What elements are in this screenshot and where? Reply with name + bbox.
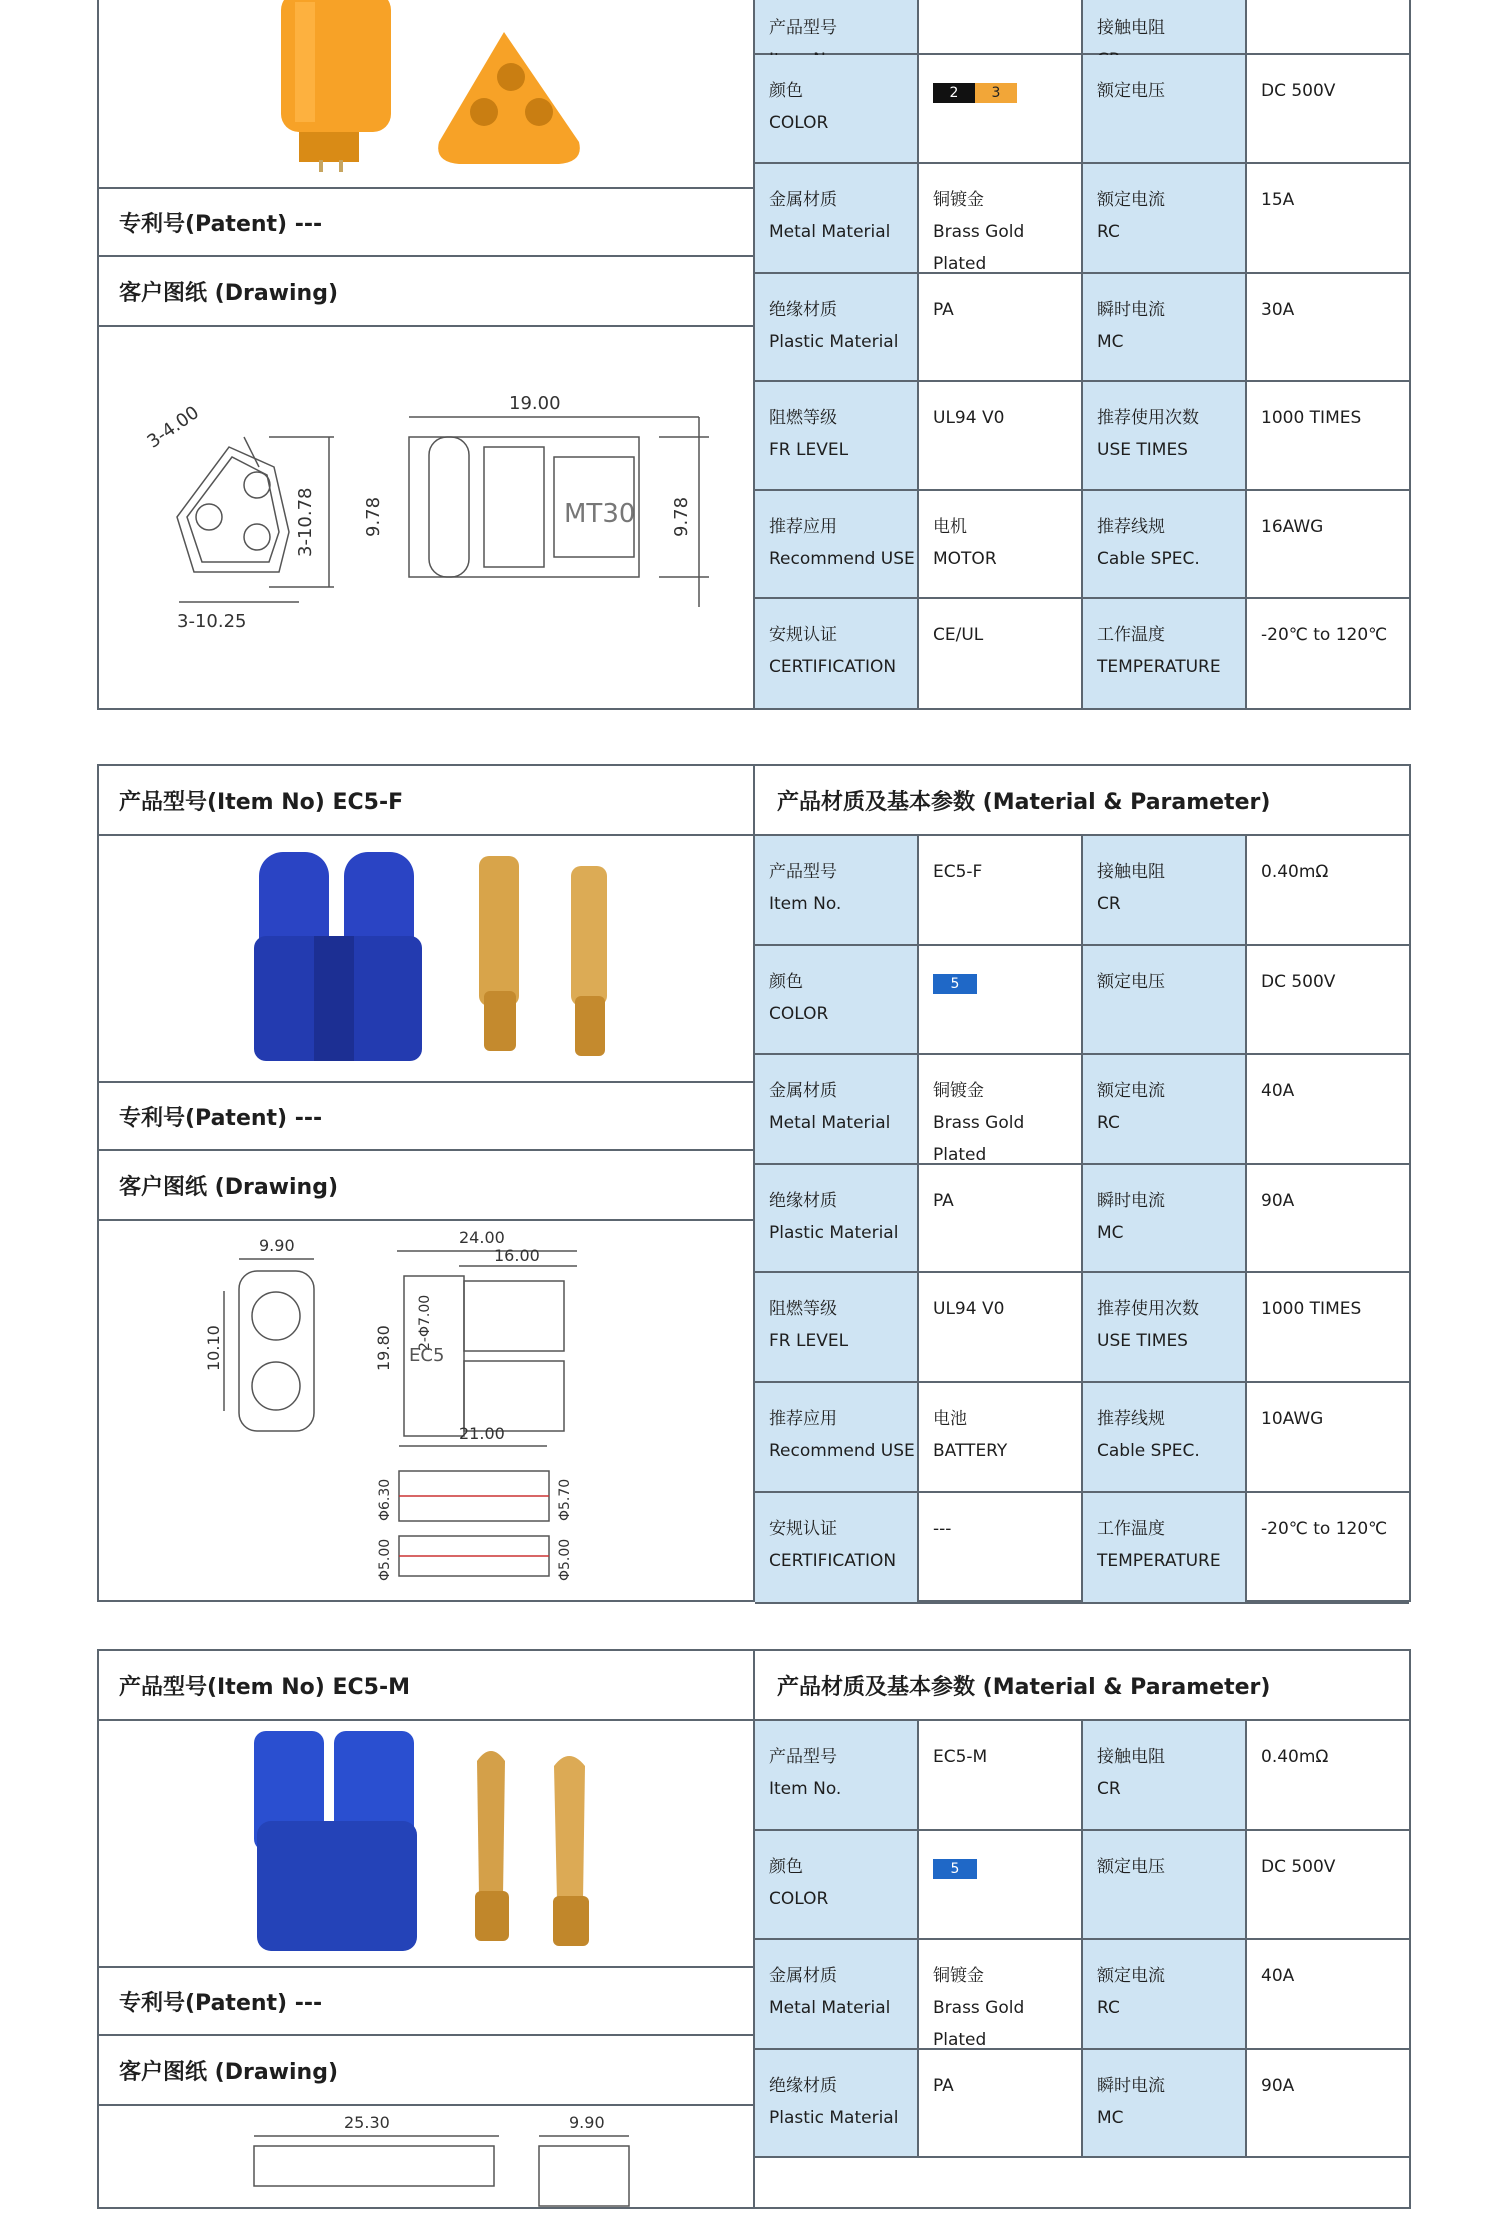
param-value-alt: MOTOR	[933, 549, 997, 569]
param-value: 铜镀金	[933, 190, 984, 210]
param-value: 铜镀金	[933, 1966, 984, 1986]
param-label-2: 工作温度 TEMPERATURE	[1083, 599, 1247, 708]
param-label: 金属材质 Metal Material	[755, 164, 919, 272]
dim-label: Φ5.00	[557, 1538, 573, 1581]
dim-label: Φ5.70	[557, 1478, 573, 1521]
param-label: 推荐应用 Recommend USE	[755, 491, 919, 597]
product-card-ec5-m	[97, 1649, 1411, 2209]
param-label: 绝缘材质 Plastic Material	[755, 274, 919, 380]
technical-drawing	[99, 2106, 753, 2211]
parameter-column	[755, 1651, 1409, 2207]
param-value-cell-2: -20℃ to 120℃	[1261, 1519, 1388, 1539]
param-row	[755, 382, 1409, 491]
param-value-cell	[919, 382, 1083, 489]
param-row	[755, 164, 1409, 274]
param-value-alt: BATTERY	[933, 1441, 1008, 1461]
product-photo	[99, 836, 753, 1081]
color-chip: 3	[975, 83, 1017, 103]
item-title: 产品型号(Item No) EC5-F	[99, 766, 753, 836]
param-row	[755, 1165, 1409, 1273]
param-label-2: 接触电阻 CR	[1083, 836, 1247, 944]
ec5-f-drawing	[99, 1221, 751, 1601]
param-value: 铜镀金	[933, 1081, 984, 1101]
param-value: PA	[933, 300, 954, 320]
dim-label: 3-4.00	[143, 402, 204, 453]
param-value-cell-2	[1247, 0, 1409, 53]
part-mark: MT30	[564, 499, 636, 529]
param-label: 阻燃等级 FR LEVEL	[755, 1273, 919, 1381]
param-label: 推荐应用 Recommend USE	[755, 1383, 919, 1491]
param-value: UL94 V0	[933, 408, 1005, 428]
patent-row: 专利号(Patent) ---	[99, 1081, 753, 1151]
param-label: 产品型号 Item No.	[755, 836, 919, 944]
param-value: PA	[933, 2076, 954, 2096]
dim-label: 9.90	[569, 2113, 605, 2132]
param-value-cell-2: 30A	[1261, 300, 1295, 320]
param-value: PA	[933, 1191, 954, 1211]
dim-label: 9.90	[259, 1236, 295, 1255]
color-chip: 2	[933, 83, 975, 103]
param-label: 颜色 COLOR	[755, 55, 919, 162]
param-value-cell-2: 40A	[1261, 1966, 1295, 1986]
param-value: ---	[933, 1519, 952, 1539]
param-value: CE/UL	[933, 625, 984, 645]
param-value-cell-2: DC 500V	[1261, 1857, 1336, 1877]
param-value: EC5-M	[933, 1747, 988, 1767]
param-row	[755, 274, 1409, 382]
param-value-cell-2: 16AWG	[1261, 517, 1324, 537]
parameter-column	[755, 0, 1409, 708]
param-row	[755, 0, 1409, 55]
dim-label: 19.00	[509, 393, 561, 414]
param-label: 颜色 COLOR	[755, 1831, 919, 1938]
param-value-alt: Brass Gold Plated	[933, 1998, 1025, 2050]
param-value-cell-2: 1000 TIMES	[1261, 408, 1362, 428]
dim-label: 9.78	[363, 496, 384, 537]
param-title: 产品材质及基本参数 (Material & Parameter)	[755, 766, 1409, 836]
param-row	[755, 946, 1409, 1055]
param-row	[755, 1273, 1409, 1383]
ec5-m-drawing	[99, 2106, 751, 2211]
param-label-2: 推荐线规 Cable SPEC.	[1083, 1383, 1247, 1491]
param-label-2: 接触电阻 CR	[1083, 1721, 1247, 1829]
param-value-cell	[919, 1055, 1083, 1163]
param-value-cell	[919, 1940, 1083, 2048]
param-label-2: 额定电压	[1083, 55, 1247, 162]
dim-label: 19.80	[374, 1325, 393, 1371]
product-card-ec5-f	[97, 764, 1411, 1602]
param-label: 绝缘材质 Plastic Material	[755, 2050, 919, 2156]
item-title: 产品型号(Item No) EC5-M	[99, 1651, 753, 1721]
param-value-cell	[919, 836, 1083, 944]
param-label-2: 额定电压	[1083, 946, 1247, 1053]
param-value-cell	[919, 0, 1083, 53]
param-value-cell	[919, 1721, 1083, 1829]
product-photo	[99, 0, 753, 187]
param-row	[755, 1493, 1409, 1604]
param-value-cell-2: 10AWG	[1261, 1409, 1324, 1429]
param-row	[755, 2050, 1409, 2158]
product-photo	[99, 1721, 753, 1966]
param-row	[755, 1831, 1409, 1940]
param-value-cell	[919, 55, 1083, 162]
param-value: EC5-F	[933, 862, 983, 882]
param-row	[755, 491, 1409, 599]
param-value-cell-2: 90A	[1261, 1191, 1295, 1211]
left-column	[99, 1651, 755, 2207]
dim-label: 24.00	[459, 1228, 505, 1247]
param-label-2: 推荐使用次数 USE TIMES	[1083, 382, 1247, 489]
param-row	[755, 599, 1409, 710]
param-value-cell	[919, 946, 1083, 1053]
color-chip: 5	[933, 974, 977, 994]
param-value-cell-2: 40A	[1261, 1081, 1295, 1101]
param-label: 安规认证 CERTIFICATION	[755, 1493, 919, 1602]
left-column	[99, 0, 755, 708]
param-value-cell	[919, 1273, 1083, 1381]
param-label-2: 工作温度 TEMPERATURE	[1083, 1493, 1247, 1602]
dim-label: 2-Φ7.00	[417, 1294, 433, 1351]
param-row	[755, 836, 1409, 946]
param-row	[755, 55, 1409, 164]
param-label: 阻燃等级 FR LEVEL	[755, 382, 919, 489]
param-value-cell	[919, 2050, 1083, 2156]
param-label: 安规认证 CERTIFICATION	[755, 599, 919, 708]
param-label-2: 推荐线规 Cable SPEC.	[1083, 491, 1247, 597]
dim-label: 16.00	[494, 1246, 540, 1265]
param-row	[755, 1721, 1409, 1831]
dim-label: 3-10.78	[295, 487, 316, 557]
param-label-2: 额定电流 RC	[1083, 164, 1247, 272]
param-row	[755, 1383, 1409, 1493]
dim-label: 3-10.25	[177, 611, 247, 632]
param-label: 金属材质 Metal Material	[755, 1940, 919, 2048]
param-value-cell-2: DC 500V	[1261, 972, 1336, 992]
param-value-cell	[919, 164, 1083, 272]
part-mark: EC5	[409, 1345, 445, 1366]
param-value-cell	[919, 599, 1083, 708]
dim-label: 10.10	[204, 1325, 223, 1371]
dim-label: 21.00	[459, 1424, 505, 1443]
param-value-cell-2: 1000 TIMES	[1261, 1299, 1362, 1319]
color-chip: 5	[933, 1859, 977, 1879]
param-label-2: 推荐使用次数 USE TIMES	[1083, 1273, 1247, 1381]
param-value-cell	[919, 1493, 1083, 1602]
param-value: 电池	[933, 1409, 967, 1429]
param-label: 颜色 COLOR	[755, 946, 919, 1053]
param-value-cell-2: 0.40mΩ	[1261, 862, 1329, 882]
left-column	[99, 766, 755, 1600]
param-label: 产品型号 Item No.	[755, 1721, 919, 1829]
drawing-title: 客户图纸 (Drawing)	[99, 2036, 753, 2106]
drawing-title: 客户图纸 (Drawing)	[99, 1151, 753, 1221]
param-title: 产品材质及基本参数 (Material & Parameter)	[755, 1651, 1409, 1721]
param-label-2: 瞬时电流 MC	[1083, 274, 1247, 380]
param-value: 电机	[933, 517, 967, 537]
param-value: UL94 V0	[933, 1299, 1005, 1319]
param-row	[755, 1055, 1409, 1165]
param-row	[755, 1940, 1409, 2050]
parameter-column	[755, 766, 1409, 1600]
param-label: 绝缘材质 Plastic Material	[755, 1165, 919, 1271]
param-label: 产品型号	[755, 0, 919, 53]
param-value-cell	[919, 1831, 1083, 1938]
param-value-cell	[919, 491, 1083, 597]
param-value-cell-2: 15A	[1261, 190, 1295, 210]
technical-drawing	[99, 1221, 753, 1601]
param-label-2: 瞬时电流 MC	[1083, 2050, 1247, 2156]
patent-row: 专利号(Patent) ---	[99, 187, 753, 257]
param-value-cell-2: -20℃ to 120℃	[1261, 625, 1388, 645]
ec5-f-photo-image	[99, 836, 751, 1081]
patent-row: 专利号(Patent) ---	[99, 1966, 753, 2036]
param-label-2: 瞬时电流 MC	[1083, 1165, 1247, 1271]
param-value-cell	[919, 1165, 1083, 1271]
param-label-2: 额定电流 RC	[1083, 1055, 1247, 1163]
param-value-alt: Brass Gold Plated	[933, 1113, 1025, 1165]
param-value-cell	[919, 1383, 1083, 1491]
technical-drawing	[99, 327, 753, 712]
product-card-mt30	[97, 0, 1411, 710]
dim-label: Φ6.30	[377, 1478, 393, 1521]
dim-label: Φ5.00	[377, 1538, 393, 1581]
dim-label: 9.78	[671, 496, 692, 537]
param-label-2: 接触电阻	[1083, 0, 1247, 53]
param-value-alt: Brass Gold Plated	[933, 222, 1025, 274]
mt30-drawing	[99, 327, 751, 707]
param-label-2: 额定电流 RC	[1083, 1940, 1247, 2048]
drawing-title: 客户图纸 (Drawing)	[99, 257, 753, 327]
dim-label: 25.30	[344, 2113, 390, 2132]
param-value-cell-2: DC 500V	[1261, 81, 1336, 101]
param-value-cell-2: 0.40mΩ	[1261, 1747, 1329, 1767]
mt30-photo-image	[99, 0, 751, 187]
ec5-m-photo-image	[99, 1721, 751, 1966]
param-value-cell	[919, 274, 1083, 380]
param-value-cell-2: 90A	[1261, 2076, 1295, 2096]
param-label-2: 额定电压	[1083, 1831, 1247, 1938]
param-label: 金属材质 Metal Material	[755, 1055, 919, 1163]
